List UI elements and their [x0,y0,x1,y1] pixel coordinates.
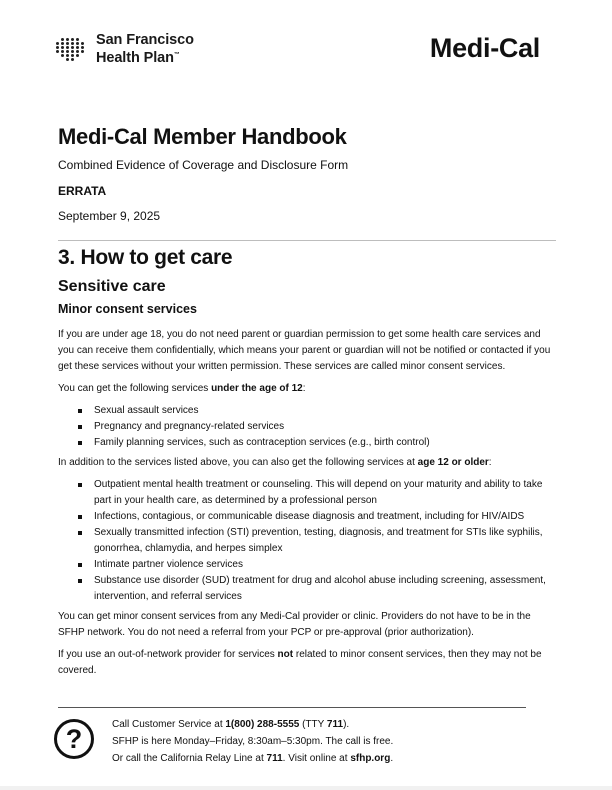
out-of-network-paragraph: If you use an out-of-network provider for services not related to minor consent services, then they may not be covered. [58,649,542,676]
under-12-intro: You can get the following services under the age of 12: [58,383,306,394]
main-content [58,246,554,685]
medical-logo: Medi-Cal [429,33,540,63]
question-circle-icon: ? [54,719,94,759]
footer-line-hours: SFHP is here Monday–Friday, 8:30am–5:30pm. The call is free. [112,736,394,747]
list-item: Family planning services, such as contraception services (e.g., birth control) [78,435,554,451]
list-item: Intimate partner violence services [78,557,554,573]
list-item: Outpatient mental health treatment or counseling. This will depend on your maturity and ability to take part in your health care, as determined by a professional person [78,477,554,509]
contact-footer [112,716,393,767]
list-item: Sexually transmitted infection (STI) prevention, testing, diagnosis, and treatment for STIs like syphilis, gonorrhea, chlamydia, and herpes simplex [78,525,554,557]
sfhp-logo-text: San Francisco Health Plan™ [96,32,194,66]
intro-paragraph: If you are under age 18, you do not need parent or guardian permission to get some health care services and you can receive them confidentially, which means your parent or guardian will not be notified or contacted if you get these services without your written permission. These services are called minor consent services. [58,329,551,372]
list-item: Infections, contagious, or communicable disease diagnosis and treatment, including for HIV/AIDS [78,509,554,525]
header-divider [58,240,556,241]
website-link[interactable]: sfhp.org [350,753,391,764]
sfhp-dots-icon [56,38,90,61]
page-subtitle: Combined Evidence of Coverage and Disclosure Form [58,158,349,172]
list-item: Substance use disorder (SUD) treatment for drug and alcohol abuse including screening, assessment, intervention, and referral services [78,573,554,605]
list-item: Sexual assault services [78,403,554,419]
page-bottom-edge [0,786,612,790]
over-12-list [58,477,554,605]
over-12-intro: In addition to the services listed above, you can also get the following services at age 12 or older: [58,457,492,468]
errata-label: ERRATA [58,184,107,198]
providers-paragraph: You can get minor consent services from any Medi-Cal provider or clinic. Providers do not have to be in the SFHP network. You do not need a referral from your PCP or pre-approval (prior authorization). [58,611,531,638]
under-12-list [58,403,554,451]
customer-service-phone[interactable]: 1(800) 288-5555 [225,719,300,730]
sfhp-logo [56,33,194,66]
footer-divider [58,707,526,708]
list-item: Pregnancy and pregnancy-related services [78,419,554,435]
section-heading: 3. How to get care [58,246,233,269]
topic-heading: Minor consent services [58,302,197,316]
page-title: Medi-Cal Member Handbook [58,124,347,149]
document-date: September 9, 2025 [58,209,161,223]
subsection-heading: Sensitive care [58,278,166,295]
footer-line-phone: Call Customer Service at 1(800) 288-5555 (TTY 711). [112,719,350,730]
footer-line-relay: Or call the California Relay Line at 711. Visit online at sfhp.org. [112,753,394,764]
